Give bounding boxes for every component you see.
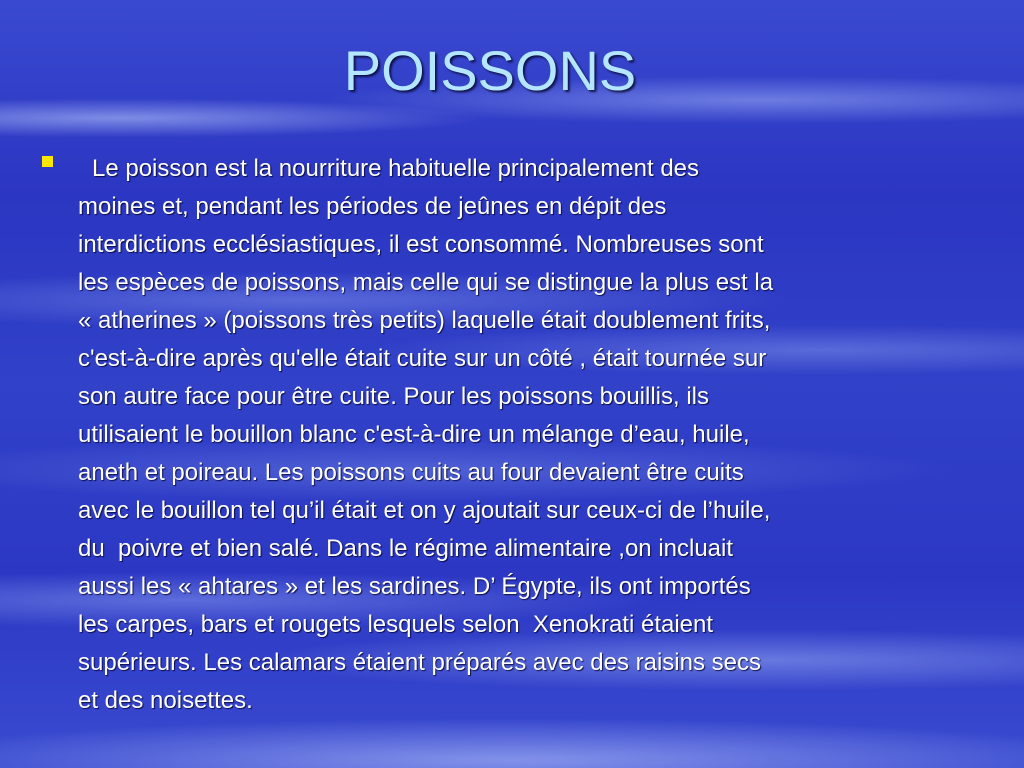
square-bullet-icon (42, 156, 53, 167)
paragraph-line: c'est-à-dire après qu'elle était cuite sur un côté , était tournée sur (78, 345, 767, 372)
paragraph-line: moines et, pendant les périodes de jeûnes en dépit des (78, 193, 667, 220)
bullet-paragraph (78, 150, 1008, 720)
paragraph-line: aussi les « ahtares » et les sardines. D’ Égypte, ils ont importés (78, 573, 751, 600)
paragraph-line: utilisaient le bouillon blanc c'est-à-dire un mélange d’eau, huile, (78, 421, 750, 448)
paragraph-line: du poivre et bien salé. Dans le régime alimentaire ,on incluait (78, 535, 734, 562)
paragraph-line: aneth et poireau. Les poissons cuits au four devaient être cuits (78, 459, 744, 486)
slide-title: POISSONS (343, 39, 637, 102)
paragraph-line: son autre face pour être cuite. Pour les poissons bouillis, ils (78, 383, 709, 410)
paragraph-line: avec le bouillon tel qu’il était et on y ajoutait sur ceux-ci de l’huile, (78, 497, 771, 524)
paragraph-line: interdictions ecclésiastiques, il est consommé. Nombreuses sont (78, 231, 764, 258)
paragraph-line: Le poisson est la nourriture habituelle principalement des (92, 155, 700, 182)
paragraph-line: et des noisettes. (78, 687, 253, 714)
paragraph-line: les carpes, bars et rougets lesquels selon Xenokrati étaient (78, 611, 714, 638)
paragraph-line: les espèces de poissons, mais celle qui se distingue la plus est la (78, 269, 774, 296)
paragraph-line: « atherines » (poissons très petits) laquelle était doublement frits, (78, 307, 771, 334)
paragraph-line: supérieurs. Les calamars étaient préparés avec des raisins secs (78, 649, 761, 676)
